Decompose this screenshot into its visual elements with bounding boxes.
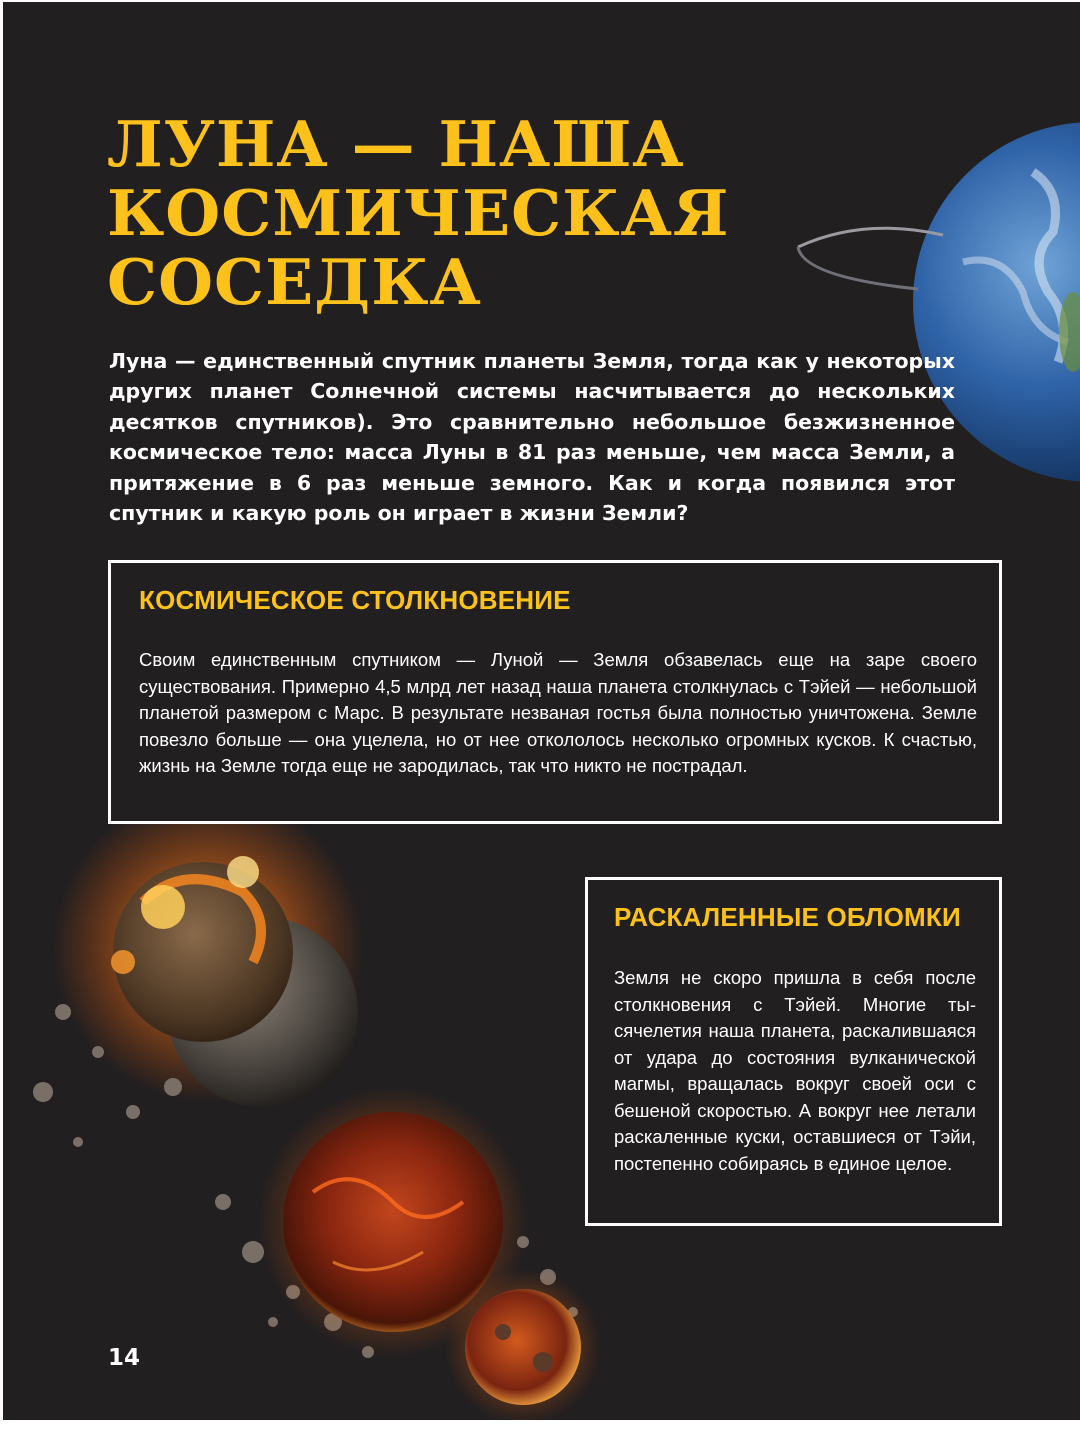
collision-image xyxy=(53,792,363,1107)
page-title xyxy=(107,107,730,319)
section-heading: РАСКАЛЕННЫЕ ОБЛОМКИ xyxy=(614,902,961,932)
section-hot-debris xyxy=(585,877,1002,1226)
intro-paragraph: Луна — единственный спутник планеты Земля, тогда как у некоторых других планет Солнечной системы насчитывается до нескольких десятков спутников). Это сравнительно небольшое безжизненное космическое тело: масса Луны в 81 раз меньше, чем масса Земли, а притяжение в 6 раз меньше земного. Как и когда появился этот спутник и какую роль он играет в жизни Земли? xyxy=(109,349,955,526)
section-text: Своим единственным спутником — Луной — Земля обзавелась еще на заре своего существования. Примерно 4,5 млрд лет назад наша планета столкнулась с Тэйей — небольшой планетой размером с Марс. В результате незваная гостья была полностью уничтожена. Земле повезло больше — она уцелела, но от нее откололось несколько огромных кусков. К счастью, жизнь на Земле тогда еще не зародилась, так что никто не пострадал. xyxy=(139,649,977,776)
molten-earth-image xyxy=(258,1087,601,1420)
section-heading: КОСМИЧЕСКОЕ СТОЛКНОВЕНИЕ xyxy=(139,585,571,615)
page-margin xyxy=(0,1420,1080,1435)
title-line-2: КОСМИЧЕСКАЯ xyxy=(107,176,730,250)
title-line-3: СОСЕДКА xyxy=(107,245,482,319)
page-number: 14 xyxy=(108,1345,141,1371)
book-page xyxy=(3,2,1080,1420)
section-cosmic-collision xyxy=(108,560,1002,824)
title-line-1: ЛУНА — НАША xyxy=(107,107,685,181)
section-text: Земля не скоро пришла в себя после столкновения с Тэйей. Многие тысячелетия наша планета, раскалившаяся от удара до состояния вулканической магмы, вращалась вокруг своей оси с бешеной скоростью. А вокруг нее летали раскаленные куски, оставшиеся от Тэйи, постепенно собираясь в единое целое. xyxy=(614,967,976,1174)
